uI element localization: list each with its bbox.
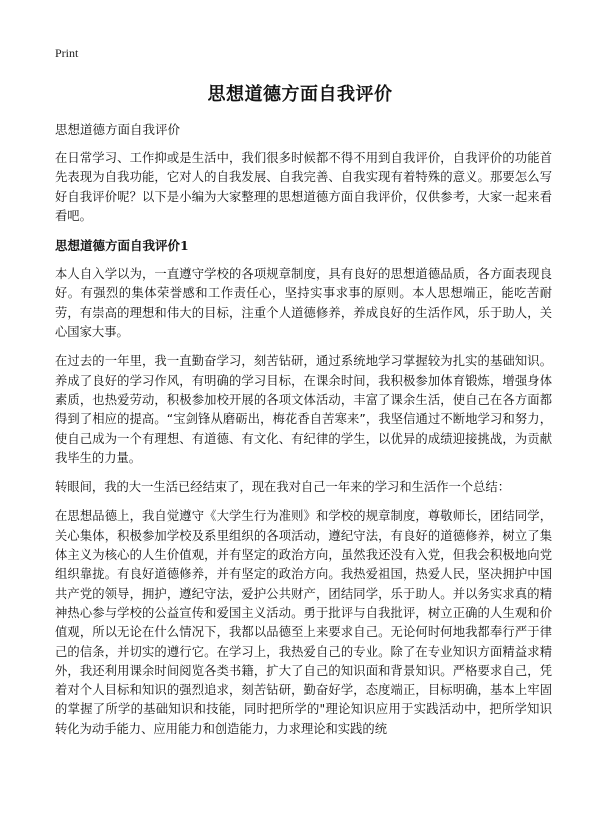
body-paragraph: 本人自入学以为，一直遵守学校的各项规章制度，具有良好的思想道德品质，各方面表现良好。有强烈的集体荣誉感和工作责任心，坚持实事求事的原则。本人思想端正，能吃苦耐劳，有崇高的理想和伟大的目标，注重个人道德修养，养成良好的生活作风，乐于助人，关心国家大事。: [55, 267, 552, 340]
document-subtitle: 思想道德方面自我评价: [55, 122, 181, 137]
body-paragraph: 在过去的一年里，我一直勤奋学习，刻苦钻研，通过系统地学习掌握较为扎实的基础知识。养成了良好的学习作风，有明确的学习目标，在课余时间，我积极参加体育锻炼，增强身体素质，也热爱劳动，积极参加校开展的各项文体活动，丰富了课余生活，使自己在各方面都得到了相应的提高。“宝剑锋从磨砺出，梅花香自苦寒来”，我坚信通过不断地学习和努力，使自己成为一个有理想、有道德、有文化、有纪律的学生，以优异的成绩迎接挑战，为贡献我毕生的力量。: [55, 354, 552, 465]
section-heading: 思想道德方面自我评价1: [55, 238, 189, 254]
document-body: [55, 149, 552, 749]
document-title: 思想道德方面自我评价: [207, 84, 393, 105]
intro-paragraph: 在日常学习、工作抑或是生活中，我们很多时候都不得不用到自我评价，自我评价的功能首先表现为自我功能，它对人的自我发展、自我完善、自我实现有着特殊的意义。那要怎么写好自我评价呢？以下是小编为大家整理的思想道德方面自我评价，仅供参考，大家一起来看看吧。: [55, 151, 552, 223]
body-paragraph: 转眼间，我的大一生活已经结束了，现在我对自己一年来的学习和生活作一个总结：: [55, 480, 510, 495]
print-link[interactable]: Print: [55, 46, 79, 60]
body-paragraph: 在思想品德上，我自觉遵守《大学生行为准则》和学校的规章制度，尊敬师长，团结同学，关心集体，积极参加学校及系里组织的各项活动，遵纪守法，有良好的道德修养，树立了集体主义为核心的人生价值观，并有坚定的政治方向，虽然我还没有入党，但我会积极地向党组织靠拢。有良好道德修养，并有坚定的政治方向。我热爱祖国，热爱人民，坚决拥护中国共产党的领导，拥护，遵纪守法，爱护公共财产，团结同学，乐于助人。并以务实求真的精神热心参与学校的公益宣传和爱国主义活动。勇于批评与自我批评，树立正确的人生观和价值观，所以无论在什么情况下，我都以品德至上来要求自己。无论何时何地我都奉行严于律己的信条，并切实的遵行它。在学习上，我热爱自己的专业。除了在专业知识方面精益求精外，我还利用课余时间阅览各类书籍，扩大了自己的知识面和背景知识。严格要求自己，凭着对个人目标和知识的强烈追求，刻苦钻研，勤奋好学，态度端正，目标明确，基本上牢固的掌握了所学的基础知识和技能，同时把所学的"理论知识应用于实践活动中，把所学知识转化为动手能力、应用能力和创造能力，力求理论和实践的统: [55, 509, 552, 736]
